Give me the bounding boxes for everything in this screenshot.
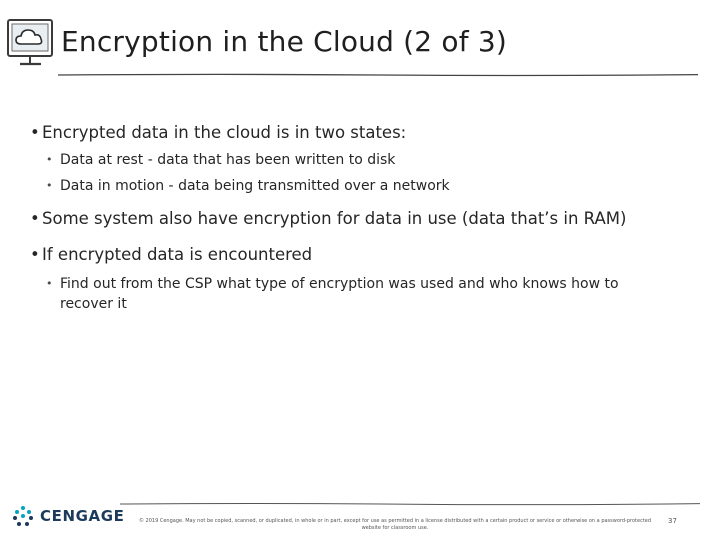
- sub-bullet-1-1: [46, 150, 666, 170]
- bullet-dot: •: [30, 123, 40, 142]
- cengage-wordmark: CENGAGE: [40, 507, 125, 525]
- page-number: 37: [668, 517, 677, 525]
- bullet-dot: •: [30, 245, 40, 264]
- bullet-dot: •: [30, 209, 40, 228]
- sub-bullet-1-1-text: Data at rest - data that has been written to disk: [60, 152, 396, 168]
- sub-bullet-dot: •: [46, 277, 53, 290]
- title-divider: [58, 72, 698, 78]
- sub-bullet-3-1-text: Find out from the CSP what type of encryption was used and who knows how to recover it: [60, 276, 619, 312]
- sub-bullet-1-2: [46, 176, 666, 196]
- slide-title: Encryption in the Cloud (2 of 3): [61, 25, 508, 58]
- bullet-2: [30, 208, 626, 230]
- copyright-notice: © 2019 Cengage. May not be copied, scanned, or duplicated, in whole or in part, except for use as permitted in a license distributed with a certain product or service or otherwise on a password-protected website for classroom use.: [138, 518, 652, 531]
- cloud-monitor-icon: [5, 16, 57, 72]
- footer-divider: [120, 501, 700, 507]
- cengage-logo-icon: [12, 505, 34, 527]
- sub-bullet-1-2-text: Data in motion - data being transmitted over a network: [60, 178, 450, 194]
- bullet-1-text: Encrypted data in the cloud is in two states:: [42, 123, 407, 142]
- cengage-logo: [12, 503, 125, 529]
- sub-bullet-dot: •: [46, 153, 53, 166]
- bullet-3: [30, 244, 312, 266]
- bullet-2-text: Some system also have encryption for data in use (data that’s in RAM): [42, 209, 627, 228]
- sub-bullet-dot: •: [46, 179, 53, 192]
- bullet-1: [30, 122, 406, 144]
- sub-bullet-3-1: [46, 274, 656, 314]
- bullet-3-text: If encrypted data is encountered: [42, 245, 313, 264]
